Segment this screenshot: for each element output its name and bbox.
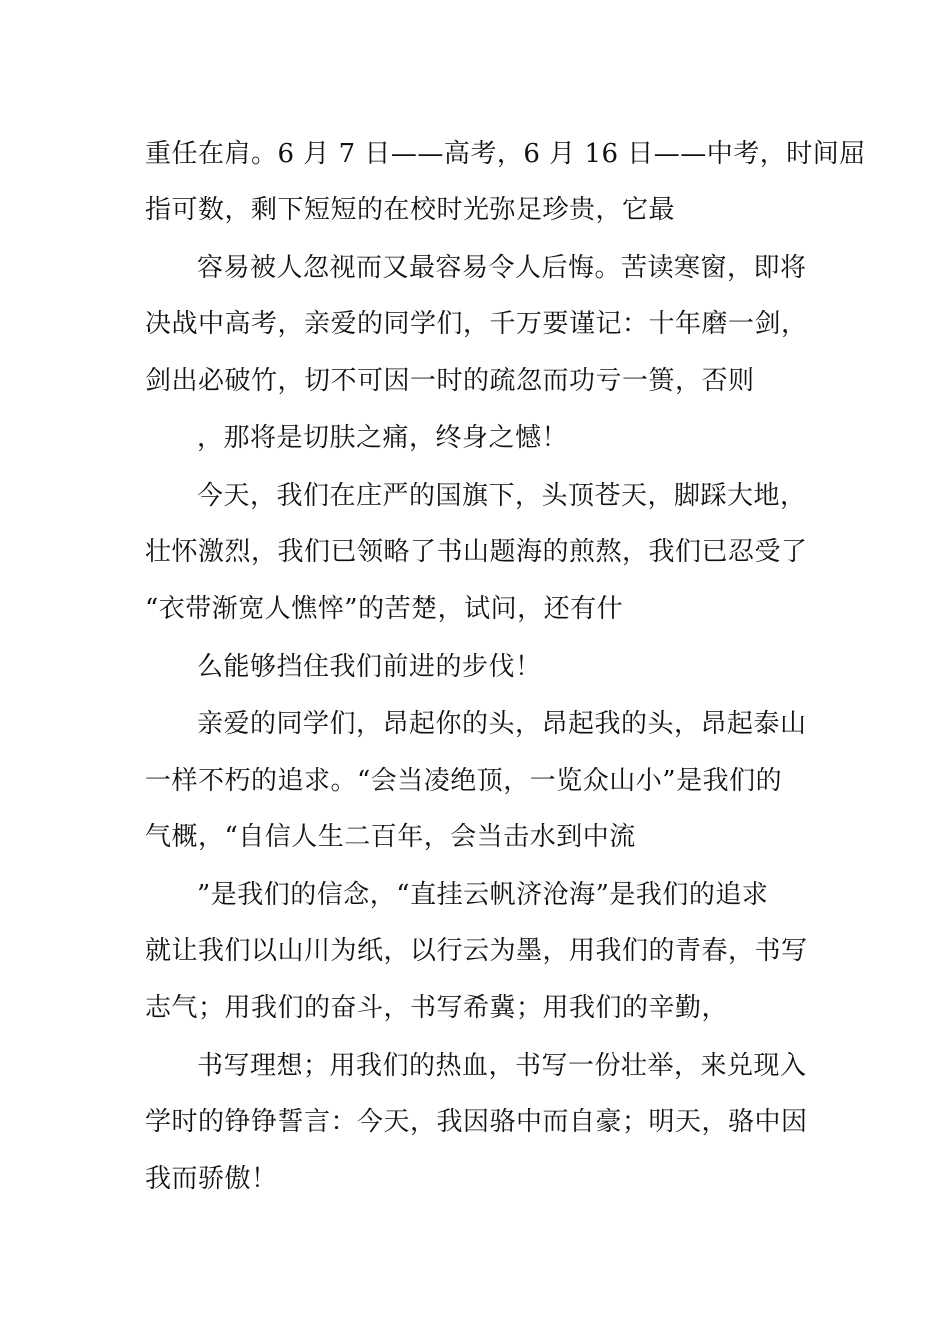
text-line: ”是我们的信念，“直挂云帆济沧海”是我们的追求 xyxy=(197,880,769,910)
text-line: 指可数，剩下短短的在校时光弥足珍贵，它最 xyxy=(145,195,676,225)
text-line: 壮怀激烈，我们已领略了书山题海的煎熬，我们已忍受了 xyxy=(145,537,808,567)
text-line: 我而骄傲！ xyxy=(145,1164,278,1194)
text-line: ，那将是切肤之痛，终身之憾！ xyxy=(197,423,569,453)
text-line: 么能够挡住我们前进的步伐！ xyxy=(197,652,542,682)
text-line: 书写理想；用我们的热血，书写一份壮举，来兑现入 xyxy=(197,1051,807,1081)
text-line: 亲爱的同学们，昂起你的头，昂起我的头，昂起泰山 xyxy=(197,709,807,739)
text-line: 一样不朽的追求。“会当凌绝顶，一览众山小”是我们的 xyxy=(145,766,783,796)
text-line: 重任在肩。6 月 7 日——高考，6 月 16 日——中考，时间屈 xyxy=(145,139,866,169)
text-line: 学时的铮铮誓言：今天，我因骆中而自豪；明天，骆中因 xyxy=(145,1107,808,1137)
text-line: 志气；用我们的奋斗，书写希冀；用我们的辛勤， xyxy=(145,993,729,1023)
text-line: 就让我们以山川为纸，以行云为墨，用我们的青春，书写 xyxy=(145,936,808,966)
text-line: 剑出必破竹，切不可因一时的疏忽而功亏一篑，否则 xyxy=(145,366,755,396)
text-line: 气概，“自信人生二百年，会当击水到中流 xyxy=(145,822,636,852)
text-line: “衣带渐宽人憔悴”的苦楚，试问，还有什 xyxy=(145,594,624,624)
text-line: 今天，我们在庄严的国旗下，头顶苍天，脚踩大地， xyxy=(197,481,807,511)
text-line: 决战中高考，亲爱的同学们，千万要谨记：十年磨一剑， xyxy=(145,309,808,339)
text-line: 容易被人忽视而又最容易令人后悔。苦读寒窗，即将 xyxy=(197,253,807,283)
